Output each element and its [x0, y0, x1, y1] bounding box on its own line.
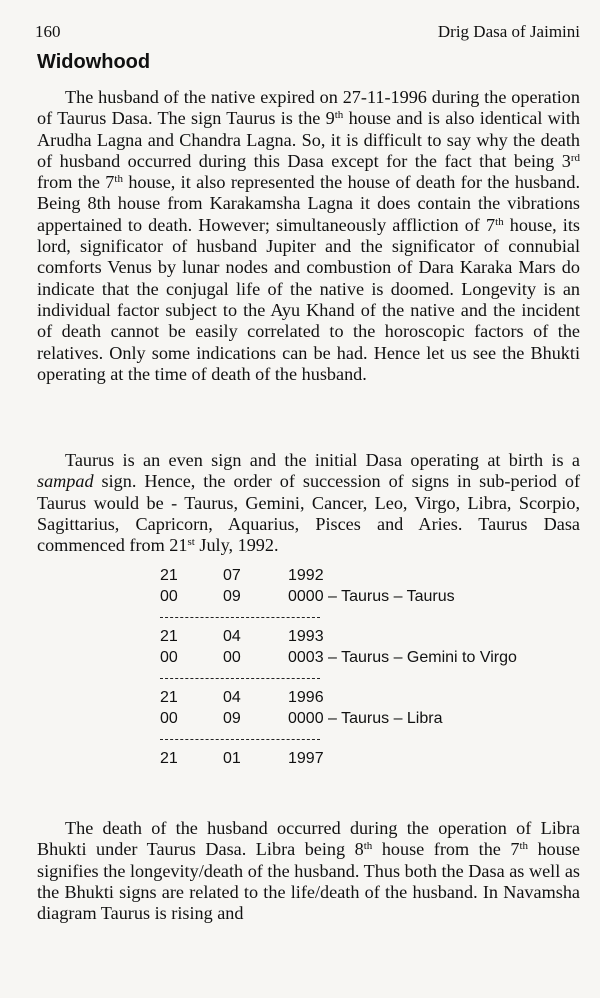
table-row: 21 07 1992	[160, 567, 324, 584]
table-divider	[160, 617, 320, 618]
dasa-calculation-table	[160, 567, 517, 771]
section-heading: Widowhood	[37, 51, 151, 73]
table-row: 00 09 0000 – Taurus – Libra	[160, 710, 443, 727]
paragraph-libra-bhukti: The death of the husband occurred during the operation of Libra Bhukti under Taurus Dasa. Libra being 8th house from the 7th house signifies the longevity/death of the husband. Thus both the Dasa as well as the Bhukti signs are related to the life/death of the husband. In Navamsha diagram Taurus is rising and	[37, 818, 580, 924]
table-row: 00 00 0003 – Taurus – Gemini to Virgo	[160, 649, 517, 666]
paragraph-taurus-subperiods: Taurus is an even sign and the initial Dasa operating at birth is a sampad sign. Hence, the order of succession of signs in sub-period of Taurus would be - Taurus, Gemini, Cancer, Leo, Virgo, Libra, Scorpio, Sagittarius, Capricorn, Aquarius, Pisces and Aries. Taurus Dasa commenced from 21st July, 1992.	[37, 450, 580, 556]
paragraph-husband-death: The husband of the native expired on 27-11-1996 during the operation of Taurus Dasa. The sign Taurus is the 9th house and is also identical with Arudha Lagna and Chandra Lagna. So, it is difficult to say why the death of husband occurred during this Dasa except for the fact that being 3rd from the 7th house, it also represented the house of death for the husband. Being 8th house from Karakamsha Lagna it does contain the vibrations appertained to death. However; simultaneously affliction of 7th house, its lord, significator of husband Jupiter and the significator of connubial comforts Venus by lunar nodes and combustion of Dara Karaka Mars do indicate that the conjugal life of the native is doomed. Longevity is an individual factor subject to the Ayu Khand of the native and the incident of death cannot be easily correlated to the horoscopic factors of the relatives. Only some indications can be had. Hence let us see the Bhukti operating at the time of death of the husband.	[37, 87, 580, 384]
table-row: 21 01 1997	[160, 750, 324, 767]
page-number: 160	[35, 22, 61, 41]
table-row: 21 04 1993	[160, 628, 324, 645]
page-header	[35, 22, 580, 46]
table-row: 21 04 1996	[160, 689, 324, 706]
table-divider	[160, 739, 320, 740]
running-title: Drig Dasa of Jaimini	[437, 22, 580, 41]
table-divider	[160, 678, 320, 679]
table-row: 00 09 0000 – Taurus – Taurus	[160, 588, 455, 605]
